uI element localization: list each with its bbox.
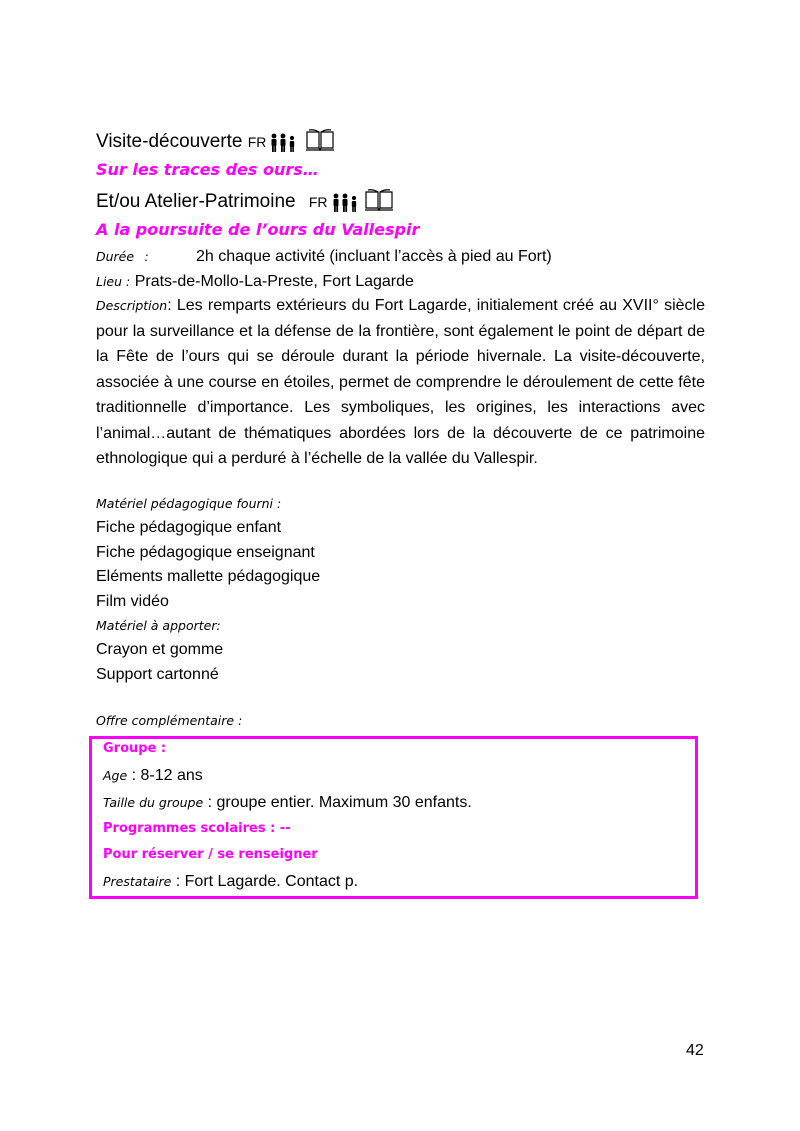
book-icon	[305, 128, 335, 152]
lieu-value: Prats-de-Mollo-La-Preste, Fort Lagarde	[134, 273, 414, 290]
prestataire-value: : Fort Lagarde. Contact p.	[175, 873, 359, 890]
list-item: Eléments mallette pédagogique	[96, 568, 321, 585]
taille-value: : groupe entier. Maximum 30 enfants.	[207, 794, 472, 811]
list-item: Fiche pédagogique enfant	[96, 519, 282, 536]
atelier-subtitle: A la poursuite de l’ours du Vallespir	[96, 220, 420, 239]
duree-row	[96, 248, 149, 266]
lieu-row	[96, 273, 414, 291]
group-icon	[270, 133, 298, 153]
group-icon	[332, 193, 360, 213]
visit-lang: FR	[247, 134, 267, 150]
taille-label: Taille du groupe	[103, 795, 204, 810]
visit-title: Visite-découverte FR	[96, 131, 267, 152]
atelier-lang: FR	[308, 194, 328, 210]
programmes-scolaires: Programmes scolaires : --	[103, 821, 291, 836]
description-text: : Les remparts extérieurs du Fort Lagarde, initialement créé au XVII° siècle pour la surveillance et la défense de la frontière, sont également le point de départ de la Fête de l’ours qui se déroule durant la période hivernale. La visite-découverte, associée à une course en étoiles, permet de comprendre le déroulement de cette fête traditionnelle d’importance. Les symboliques, les origines, les interactions avec l’animal…autant de thématiques abordées lors de la découverte de ce patrimoine ethnologique qui a perduré à l’échelle de la vallée du Vallespir.	[96, 297, 705, 467]
materiel-apporter-label: Matériel à apporter:	[96, 618, 221, 633]
duree-label: Durée	[96, 249, 135, 264]
taille-row	[103, 794, 472, 812]
age-row	[103, 767, 203, 785]
materiel-fourni-label: Matériel pédagogique fourni :	[96, 496, 282, 511]
offre-label: Offre complémentaire :	[96, 713, 243, 728]
groupe-heading: Groupe :	[103, 741, 167, 756]
reserver-heading: Pour réserver / se renseigner	[103, 847, 318, 862]
description	[96, 293, 705, 472]
atelier-title: Et/ou Atelier-Patrimoine FR	[96, 191, 328, 212]
lieu-label: Lieu :	[96, 274, 131, 289]
list-item: Fiche pédagogique enseignant	[96, 544, 315, 561]
list-item: Film vidéo	[96, 593, 169, 610]
age-value: : 8-12 ans	[131, 767, 203, 784]
page-number: 42	[686, 1042, 704, 1059]
prestataire-label: Prestataire	[103, 874, 172, 889]
list-item: Support cartonné	[96, 666, 219, 683]
duree-value: 2h chaque activité (incluant l’accès à pied au Fort)	[196, 248, 552, 265]
prestataire-row	[103, 873, 358, 891]
visit-subtitle: Sur les traces des ours…	[96, 160, 319, 179]
list-item: Crayon et gomme	[96, 641, 224, 658]
book-icon	[364, 188, 394, 212]
description-label: Description	[96, 298, 168, 313]
age-label: Age	[103, 768, 128, 783]
duree-sep: :	[144, 249, 149, 264]
